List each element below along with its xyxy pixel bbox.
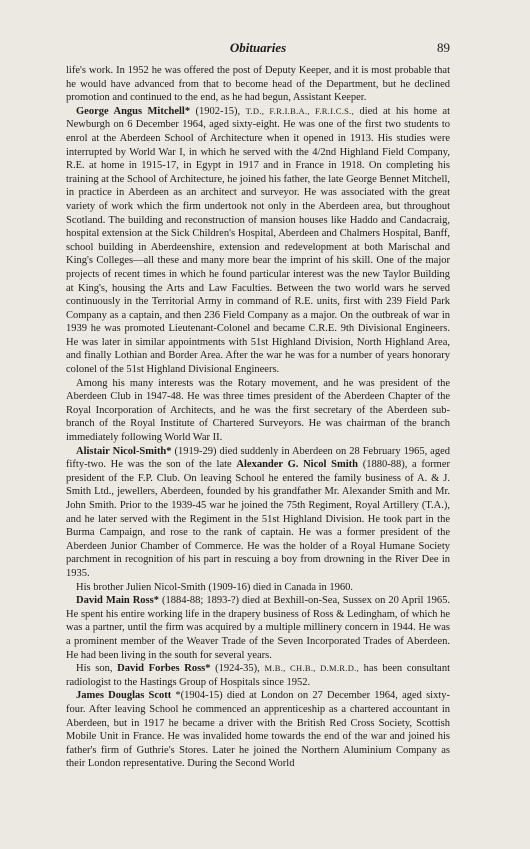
obituaries-text [66,64,450,771]
obituary-mitchell-interests [66,377,450,445]
obituary-name: David Main Ross* [76,595,159,607]
running-header [66,40,450,58]
paragraph-text: His brother Julien Nicol-Smith (1909-16) died in Canada in 1960. [76,581,354,593]
obituary-mitchell [66,105,450,377]
obituary-text: (1884-88; 1893-?) died at Bexhill-on-Sea, Sussex on 20 April 1965. He spent his entire working life in the drapery business of Ross & Ledingham, of which he was a partner, until the firm was acquired by a multiple millinery concern in 1944. He was a prominent member of the Weaver Trade of the Seven Incorporated Trades of Aberdeen. He had been living in the south for several years. [66,595,451,661]
related-name: David Forbes Ross* [117,663,211,675]
running-title: Obituaries [229,40,287,55]
related-name: Alexander G. Nicol Smith [236,459,358,471]
obituary-text: (1880-88), a former president of the F.P. Club. On leaving School he entered the family business of A. & J. Smith Ltd., jewellers, Aberdeen, founded by his grandfather Mr. Alexander Smith and Mr. John Smith. Prior to the 1939-45 war he joined the 75th Regiment, Royal Artillery (T.A.), and he later served with the Regiment in the 51st Highland Division. He took part in the Burma Campaign, and rose to the rank of captain. He was a former president of the Aberdeen Junior Chamber of Commerce. He was the holder of a Royal Humane Society parchment in recognition of his part in rescuing a boy from drowning in the River Dee in 1935. [66,459,450,579]
obituary-text: (1919-29) died suddenly in Aberdeen on 28 February 1965, aged fifty-two. He was the son of the late [66,445,450,471]
obituary-ross [66,594,450,662]
obituary-dates: (1924-35), [210,663,265,675]
obituary-nicol-smith-brother [66,581,450,595]
obituary-scott [66,689,450,771]
obituary-name: Alistair Nicol-Smith* [76,445,172,457]
obituary-ross-son [66,662,450,689]
paragraph-text: His son, [76,663,118,675]
paragraph-text: life's work. In 1952 he was offered the post of Deputy Keeper, and it is most probable that he would have advanced from that to become head of the Department, but he declined promotion and continued to the end, as he had begun, Assistant Keeper. [66,65,450,104]
obituary-text: died at his home at Newburgh on 6 December 1964, aged sixty-eight. He was one of the first two students to enrol at the Aberdeen School of Architecture when it opened in 1913. His studies were interrupted by World War I, in which he served with the 4/2nd Highland Field Company, R.E. at home in 1915-17, in Egypt in 1917 and in France in 1918. On completing his training at the School of Architecture, he joined his father, the late George Bennet Mitchell, in practice in Aberdeen as an architect and surveyor. He was associated with the great variety of work which the firm undertook not only in the Aberdeen area, but throughout Scotland. The building and reconstruction of mansion houses like Haddo and Candacraig, hospital extension at the Sick Children's Hospital, Aberdeen and Chalmers Hospital, Banff, school building in Aberdeenshire, extension and redevelopment at both Marischal and King's Colleges—all these and many more bear the imprint of his skill. One of the major projects of recent times in which he found particular interest was the new Taylor Building at King's, housing the Arts and Law Faculties. Between the two world wars he served continuously in the Territorial Army in command of R.E. units, first with 239 Field Park Company as a captain, and then 236 Field Company as a major. On the outbreak of war in 1939 he was promoted Lieutenant-Colonel and became C.R.E. 9th Divisional Engineers. He was later in similar appointments with 51st Highland Division, North Highland Area, and finally Lothian and Border Area. After the war he was for a number of years honorary colonel of the 51st Highland Divisional Engineers. [66,105,450,376]
obituary-text: *(1904-15) died at London on 27 December 1964, aged sixty-four. After leaving School he commenced an apprenticeship as a chartered accountant in Aberdeen, but in 1917 he became a driver with the British Red Cross Society, Scottish Mobile Unit in France. He was invalided home towards the end of the war and joined his father's firm of Guthrie's Stores. Later he joined the Northern Aluminium Company as their London representative. During the Second World [66,690,450,770]
paragraph-text: Among his many interests was the Rotary movement, and he was president of the Aberdeen Club in 1947-48. He was three times president of the Aberdeen Chapter of the Royal Incorporation of Architects, and he was the first secretary of the Aberdeen sub-branch of the Royal Institute of Chartered Surveyors. He was chairman of the branch immediately following World War II. [66,377,450,444]
obituary-dates: (1902-15), [190,105,246,117]
paragraph-text: has been consultant radiologist to the Hastings Group of Hospitals since 1952. [66,663,450,688]
continued-paragraph [66,64,450,105]
obituary-name: George Angus Mitchell* [76,105,191,117]
page-number: 89 [437,40,450,55]
obituary-nicol-smith [66,445,450,581]
obituary-qualifications: M.B., CH.B., D.M.R.D., [264,663,359,674]
obituary-qualifications: T.D., F.R.I.B.A., F.R.I.C.S., [245,105,355,116]
obituary-name: James Douglas Scott [76,690,172,702]
